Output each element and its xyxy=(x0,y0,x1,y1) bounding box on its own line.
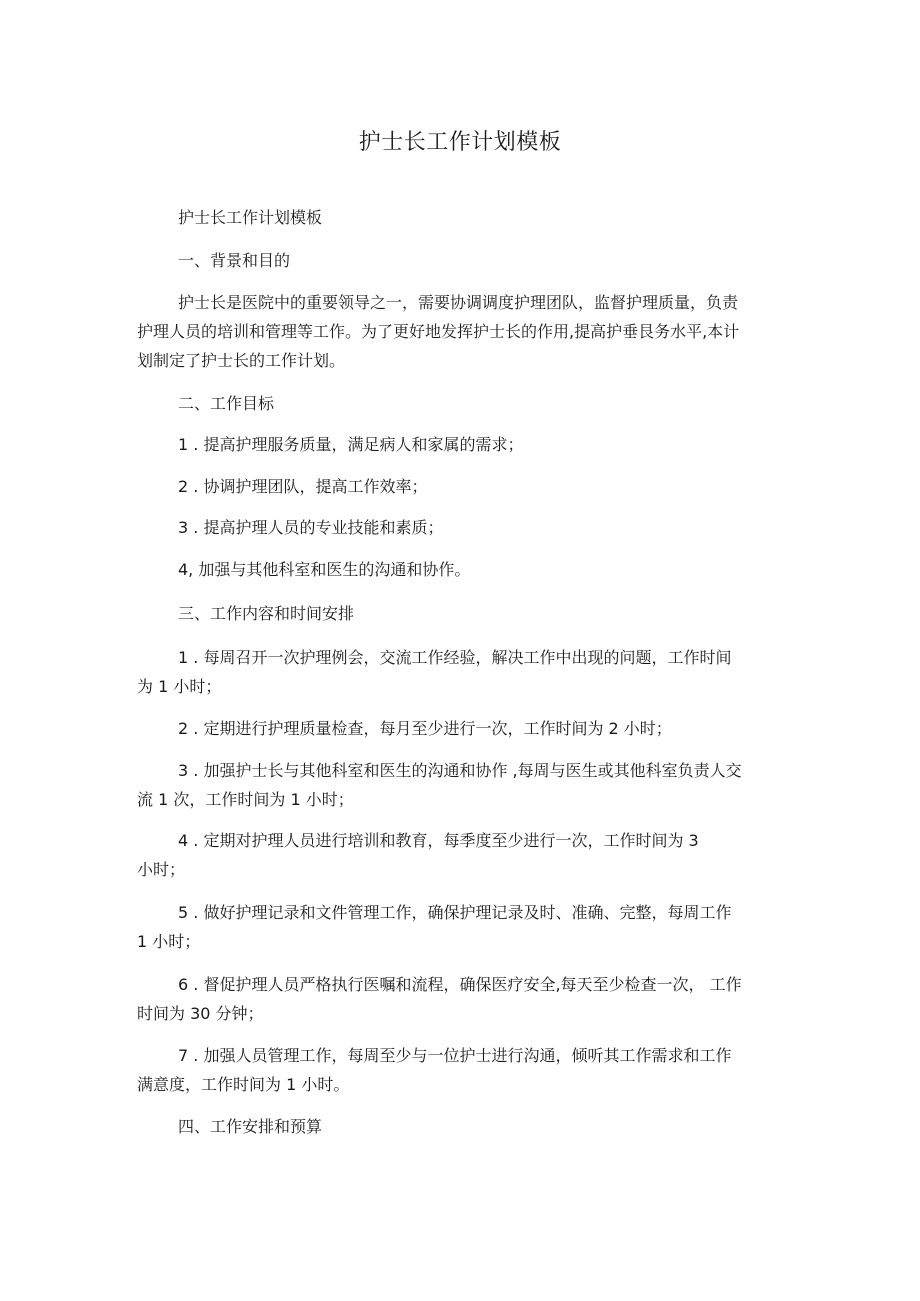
goal-item-1: 1 . 提高护理服务质量，满足病人和家属的需求； xyxy=(178,435,524,454)
content-item-4-line-2: 小时； xyxy=(137,860,186,879)
content-item-5-line-2: 1 小时； xyxy=(137,932,201,951)
goal-item-3: 3 . 提高护理人员的专业技能和素质； xyxy=(178,518,444,537)
section-heading-content: 三、工作内容和时间安排 xyxy=(178,604,355,623)
content-item-7-line-1: 7 . 加强人员管理工作，每周至少与一位护士进行沟通，倾听其工作需求和工作 xyxy=(178,1046,732,1065)
section-heading-background: 一、背景和目的 xyxy=(178,251,291,270)
goal-item-4: 4, 加强与其他科室和医生的沟通和协作。 xyxy=(178,560,471,579)
content-item-1-line-1: 1 . 每周召开一次护理例会，交流工作经验，解决工作中出现的问题，工作时间 xyxy=(178,648,732,667)
content-item-6-line-1: 6 . 督促护理人员严格执行医嘱和流程，确保医疗安全,每天至少检查一次， 工作 xyxy=(178,975,742,994)
background-paragraph-line-2: 护理人员的培训和管理等工作。为了更好地发挥护士长的作用,提高护垂艮务水平,本计 xyxy=(137,322,740,341)
content-item-6-line-2: 时间为 30 分钟； xyxy=(137,1004,264,1023)
content-item-5-line-1: 5 . 做好护理记录和文件管理工作，确保护理记录及时、准确、完整，每周工作 xyxy=(178,903,732,922)
document-subtitle: 护士长工作计划模板 xyxy=(178,208,323,227)
content-item-7-line-2: 满意度，工作时间为 1 小时。 xyxy=(137,1075,350,1094)
content-item-4-line-1: 4 . 定期对护理人员进行培训和教育，每季度至少进行一次，工作时间为 3 xyxy=(178,831,699,850)
section-heading-budget: 四、工作安排和预算 xyxy=(178,1117,323,1136)
section-heading-goals: 二、工作目标 xyxy=(178,394,275,413)
content-item-1-line-2: 为 1 小时； xyxy=(137,677,222,696)
background-paragraph-line-1: 护士长是医院中的重要领导之一，需要协调调度护理团队，监督护理质量，负责 xyxy=(178,293,739,312)
content-item-3-line-2: 流 1 次，工作时间为 1 小时； xyxy=(137,790,354,809)
document-title: 护士长工作计划模板 xyxy=(358,130,562,155)
content-item-2-line-1: 2 . 定期进行护理质量检查，每月至少进行一次，工作时间为 2 小时； xyxy=(178,719,672,738)
content-item-3-line-1: 3 . 加强护士长与其他科室和医生的沟通和协作 ,每周与医生或其他科室负责人交 xyxy=(178,761,742,780)
background-paragraph-line-3: 划制定了护士长的工作计划。 xyxy=(137,351,346,370)
goal-item-2: 2 . 协调护理团队，提高工作效率； xyxy=(178,477,428,496)
